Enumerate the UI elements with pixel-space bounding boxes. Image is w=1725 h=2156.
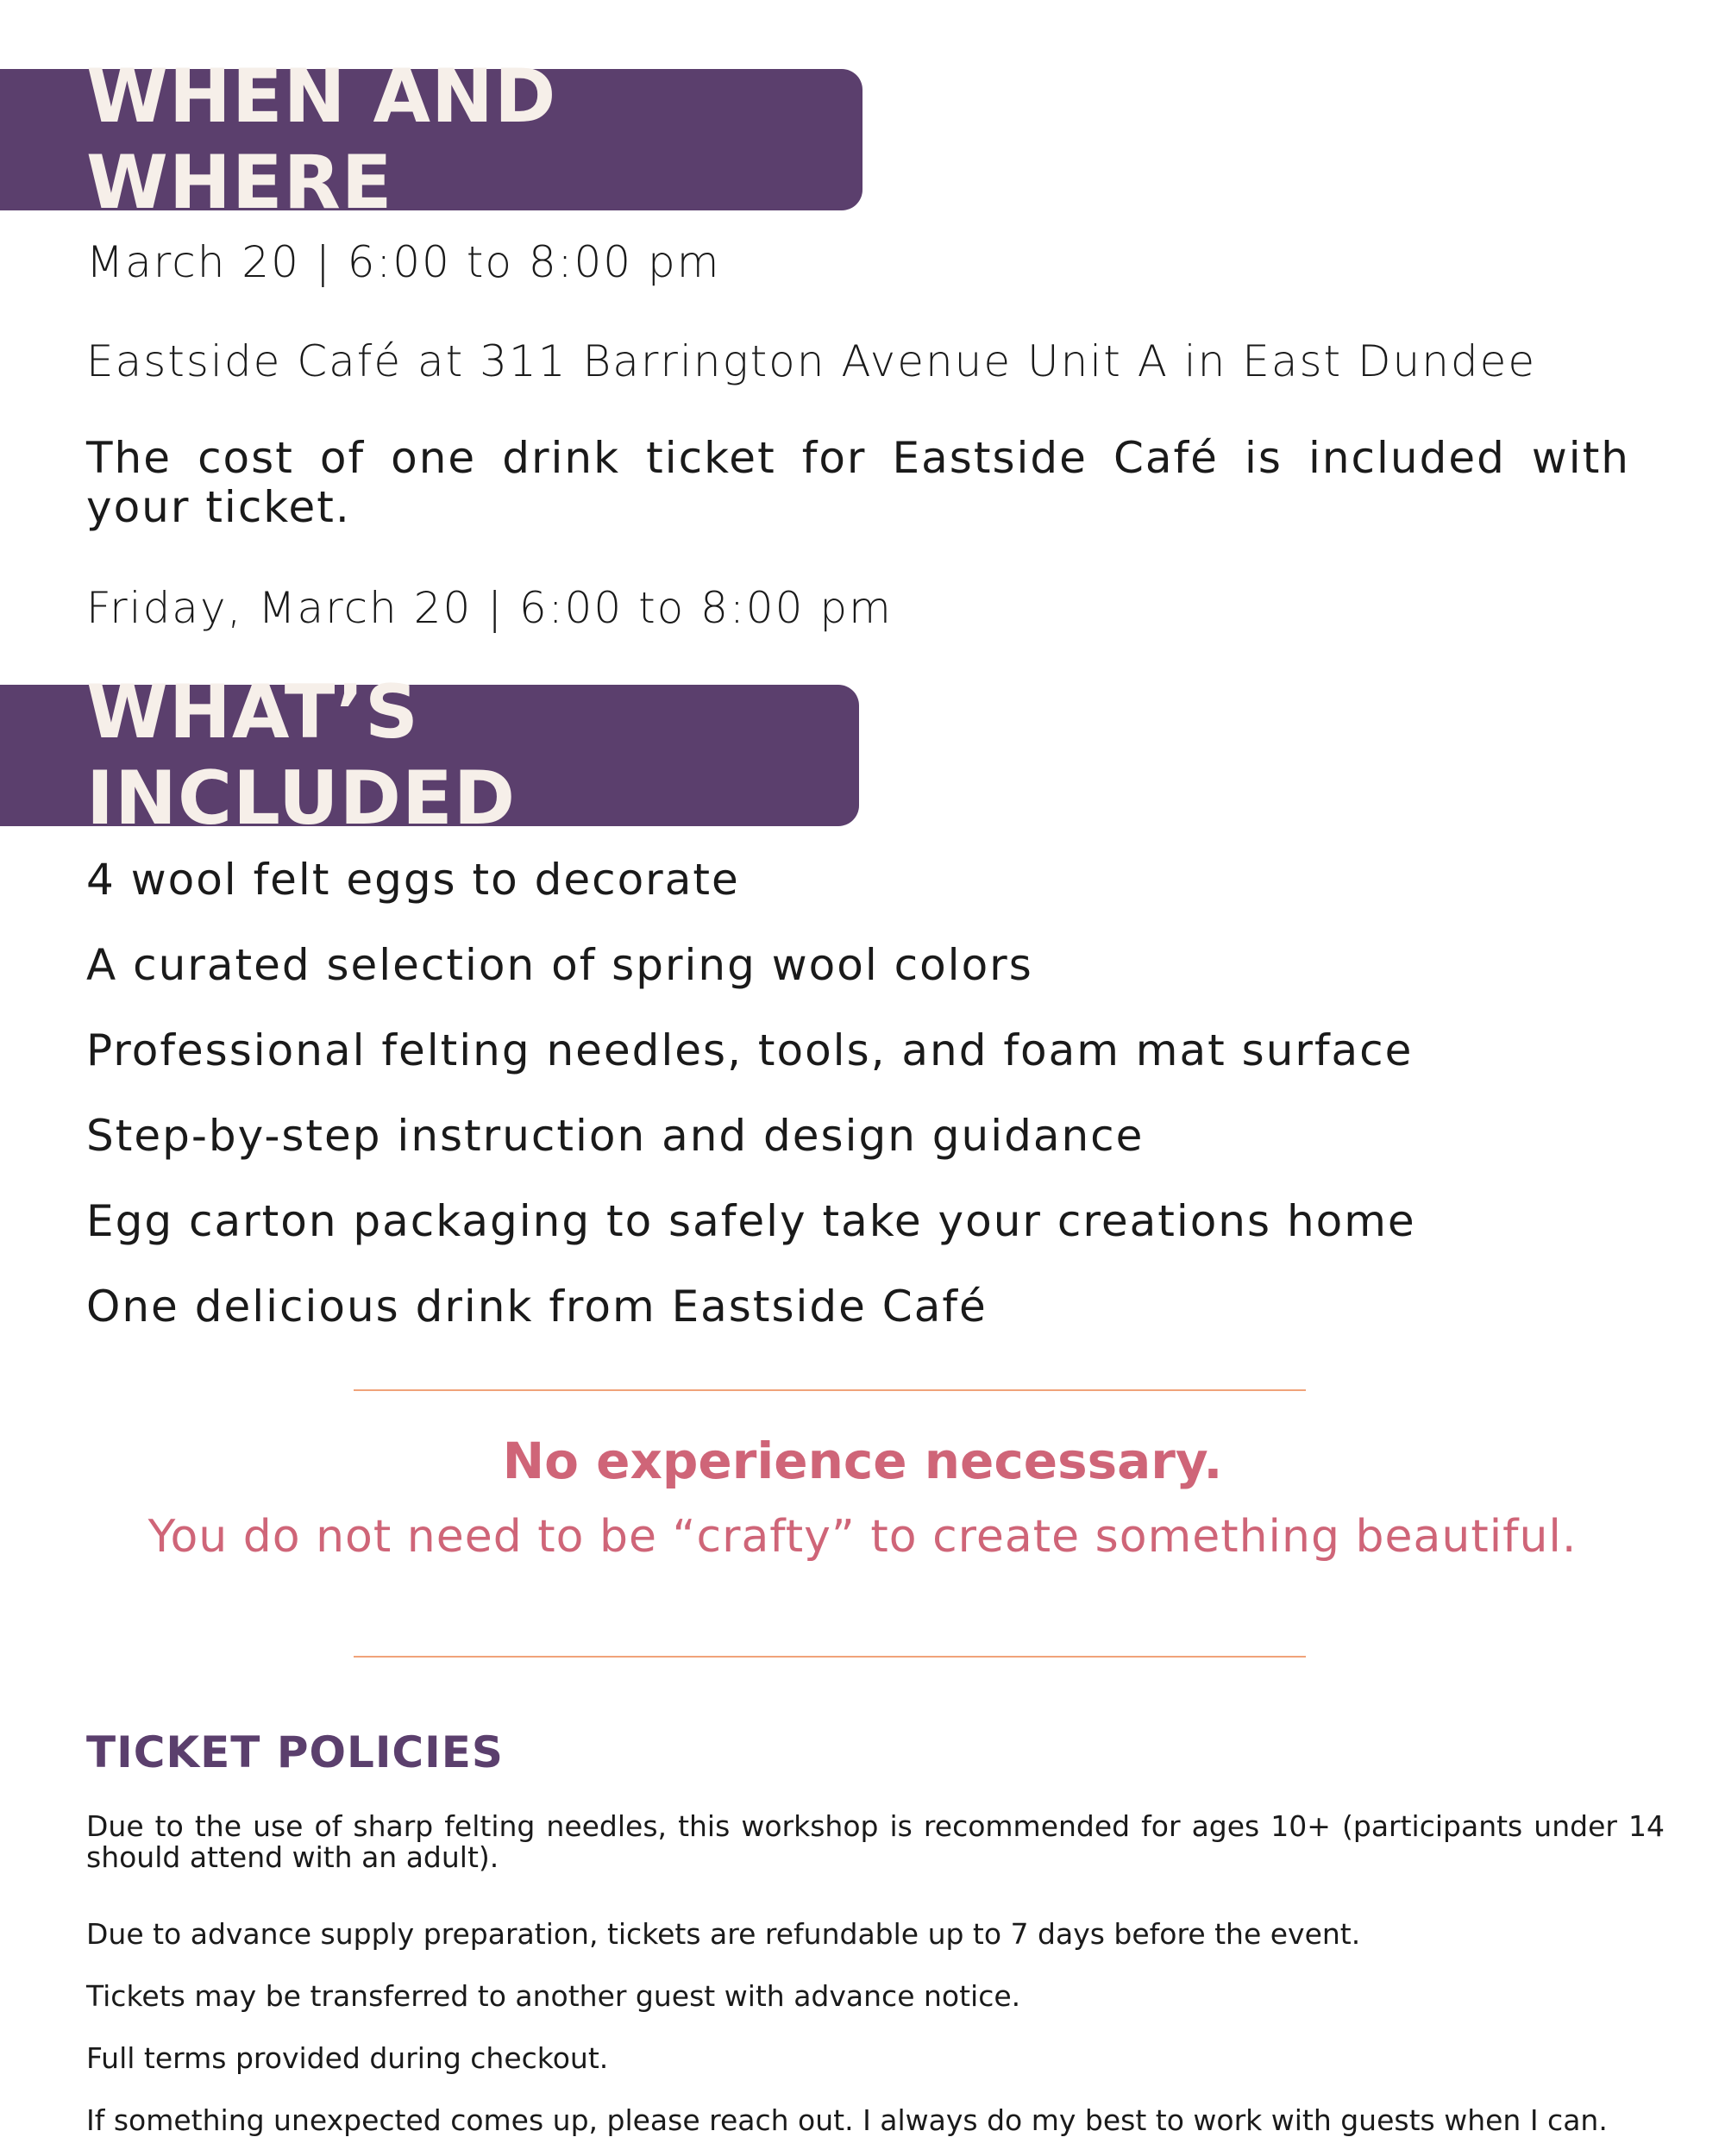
policy-item: If something unexpected comes up, please reach out. I always do my best to work with guests when I can. [86,2103,1608,2137]
policy-item: Tickets may be transferred to another guest with advance notice. [86,1979,1021,2013]
list-item: Egg carton packaging to safely take your creations home [86,1196,1416,1246]
list-item: 4 wool felt eggs to decorate [86,855,740,905]
whats-included-heading: WHAT’S INCLUDED [86,669,517,842]
event-date-line-full: Friday, March 20 | 6:00 to 8:00 pm [86,583,893,633]
policy-item: Due to the use of sharp felting needles, this workshop is recommended for ages 10+ (participants under 14 should attend with an adult). [86,1809,1665,1874]
list-item: One delicious drink from Eastside Café [86,1282,988,1332]
list-item: A curated selection of spring wool colors [86,940,1033,990]
when-and-where-heading: WHEN AND WHERE [86,53,557,226]
divider-top [354,1389,1306,1391]
ticket-policies-heading: TICKET POLICIES [86,1727,504,1777]
callout-subtitle: You do not need to be “crafty” to create something beautiful. [147,1511,1578,1563]
included-list [86,849,1416,1362]
callout-title: No experience necessary. [502,1432,1223,1490]
drink-ticket-note: The cost of one drink ticket for Eastside Café is included with your ticket. [86,433,1630,532]
list-item: Professional felting needles, tools, and foam mat surface [86,1025,1414,1075]
policy-item: Due to advance supply preparation, tickets are refundable up to 7 days before the event. [86,1917,1361,1951]
list-item: Step-by-step instruction and design guidance [86,1111,1145,1161]
event-date-line: March 20 | 6:00 to 8:00 pm [86,237,721,287]
policy-item: Full terms provided during checkout. [86,2041,609,2075]
divider-bottom [354,1656,1306,1658]
when-and-where-banner [0,53,862,226]
event-location: Eastside Café at 311 Barrington Avenue Unit A in East Dundee [86,336,1537,386]
whats-included-banner [0,669,859,842]
